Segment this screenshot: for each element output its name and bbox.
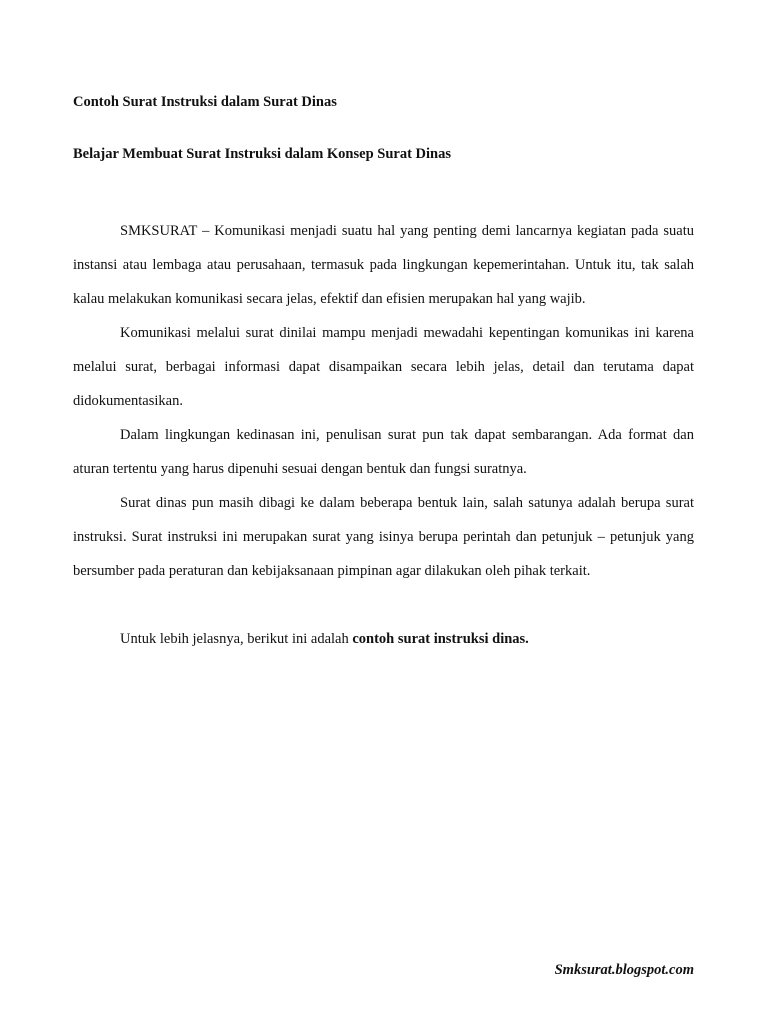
paragraph-1: SMKSURAT – Komunikasi menjadi suatu hal yang penting demi lancarnya kegiatan pada suatu instansi atau lembaga atau perusahaan, termasuk pada lingkungan kepemerintahan. Untuk itu, tak salah kalau melakukan komunikasi secara jelas, efektif dan efisien merupakan hal yang wajib. xyxy=(73,223,694,307)
document-title: Contoh Surat Instruksi dalam Surat Dinas xyxy=(73,94,337,110)
paragraph-3: Dalam lingkungan kedinasan ini, penulisan surat pun tak dapat sembarangan. Ada format dan aturan tertentu yang harus dipenuhi sesuai dengan bentuk dan fungsi suratnya. xyxy=(73,427,694,477)
closing-bold-text: contoh surat instruksi dinas. xyxy=(352,631,529,647)
document-body xyxy=(73,214,694,656)
footer-website: Smksurat.blogspot.com xyxy=(554,962,694,978)
paragraph-2: Komunikasi melalui surat dinilai mampu menjadi mewadahi kepentingan komunikas ini karena melalui surat, berbagai informasi dapat disampaikan secara lebih jelas, detail dan terutama dapat didokumentasikan. xyxy=(73,325,694,409)
document-subtitle: Belajar Membuat Surat Instruksi dalam Konsep Surat Dinas xyxy=(73,146,451,162)
closing-paragraph xyxy=(73,622,694,656)
closing-text: Untuk lebih jelasnya, berikut ini adalah xyxy=(120,631,353,647)
paragraph-4: Surat dinas pun masih dibagi ke dalam beberapa bentuk lain, salah satunya adalah berupa surat instruksi. Surat instruksi ini merupakan surat yang isinya berupa perintah dan petunjuk – petunjuk yang bersumber pada peraturan dan kebijaksanaan pimpinan agar dilakukan oleh pihak terkait. xyxy=(73,495,694,579)
